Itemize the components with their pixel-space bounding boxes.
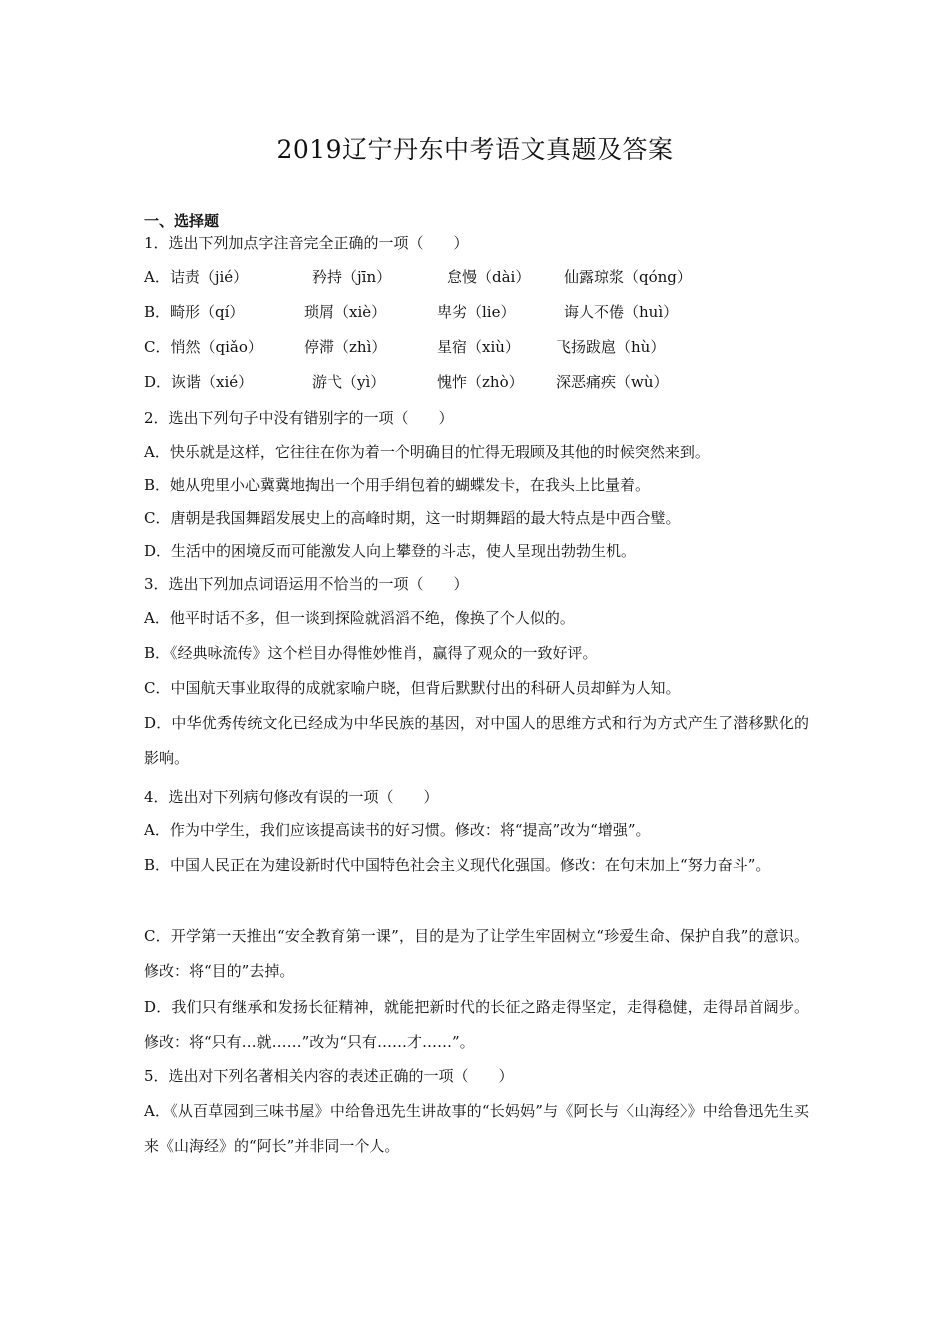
page-title: 2019辽宁丹东中考语文真题及答案 — [276, 135, 674, 164]
question-2-option-b: B．她从兜里小心冀冀地掏出一个用手绢包着的蝴蝶发卡，在我头上比量着。 — [144, 476, 651, 494]
question-5-stem: 5．选出对下列名著相关内容的表述正确的一项（ ） — [144, 1067, 514, 1085]
option-item: 怠慢（dài） — [447, 268, 531, 286]
option-item: 诲人不倦（huì） — [564, 303, 679, 321]
option-item: 卑劣（lie） — [437, 303, 516, 321]
question-5-option-a: A．《从百草园到三味书屋》中给鲁迅先生讲故事的“长妈妈”与《阿长与〈山海经〉》中给鲁迅先生买来《山海经》的“阿长”并非同一个人。 — [144, 1102, 809, 1155]
option-item: 飞扬跋扈（hù） — [556, 338, 666, 356]
section-heading: 一、选择题 — [144, 212, 220, 230]
option-item: 仙露琼浆（qóng） — [564, 268, 692, 286]
question-4-option-d: D．我们只有继承和发扬长征精神，就能把新时代的长征之路走得坚定，走得稳健，走得昂首阔步。修改：将“只有…就……”改为“只有……才……”。 — [144, 998, 809, 1051]
question-4-option-b: B．中国人民正在为建设新时代中国特色社会主义现代化强国。修改：在句末加上“努力奋斗”。 — [144, 856, 771, 874]
option-item: 深恶痛疾（wù） — [556, 373, 669, 391]
option-item: 琐屑（xiè） — [304, 303, 387, 321]
question-4-option-c: C．开学第一天推出“安全教育第一课”，目的是为了让学生牢固树立“珍爱生命、保护自我”的意识。修改：将“目的”去掉。 — [144, 927, 809, 980]
option-item: A．诘责（jié） — [144, 268, 249, 286]
question-4-option-a: A．作为中学生，我们应该提高读书的好习惯。修改：将“提高”改为“增强”。 — [144, 821, 651, 839]
question-1-stem: 1．选出下列加点字注音完全正确的一项（ ） — [144, 234, 469, 252]
option-item: 愧怍（zhò） — [437, 373, 524, 391]
question-4-stem: 4．选出对下列病句修改有误的一项（ ） — [144, 788, 439, 806]
option-item: C．悄然（qiǎo） — [144, 338, 263, 356]
question-3-option-c: C．中国航天事业取得的成就家喻户晓，但背后默默付出的科研人员却鲜为人知。 — [144, 679, 681, 697]
option-item: 星宿（xiù） — [437, 338, 520, 356]
question-2-option-d: D．生活中的困境反而可能激发人向上攀登的斗志，使人呈现出勃勃生机。 — [144, 542, 637, 560]
option-item: 矜持（jīn） — [312, 268, 392, 286]
question-2-option-c: C．唐朝是我国舞蹈发展史上的高峰时期，这一时期舞蹈的最大特点是中西合璧。 — [144, 509, 681, 527]
question-3-option-b: B．《经典咏流传》这个栏目办得惟妙惟肖，赢得了观众的一致好评。 — [144, 644, 598, 662]
option-item: 停滞（zhì） — [304, 338, 387, 356]
option-item: 游弋（yì） — [312, 373, 386, 391]
question-2-option-a: A．快乐就是这样，它往往在你为着一个明确目的忙得无瑕顾及其他的时候突然来到。 — [144, 443, 710, 461]
question-2-stem: 2．选出下列句子中没有错别字的一项（ ） — [144, 409, 454, 427]
question-3-option-a: A．他平时话不多，但一谈到探险就滔滔不绝，像换了个人似的。 — [144, 609, 575, 627]
option-item: D．诙谐（xié） — [144, 373, 254, 391]
question-3-stem: 3．选出下列加点词语运用不恰当的一项（ ） — [144, 575, 469, 593]
option-item: B．畸形（qí） — [144, 303, 245, 321]
question-3-option-d: D．中华优秀传统文化已经成为中华民族的基因，对中国人的思维方式和行为方式产生了潜移默化的影响。 — [144, 714, 809, 767]
